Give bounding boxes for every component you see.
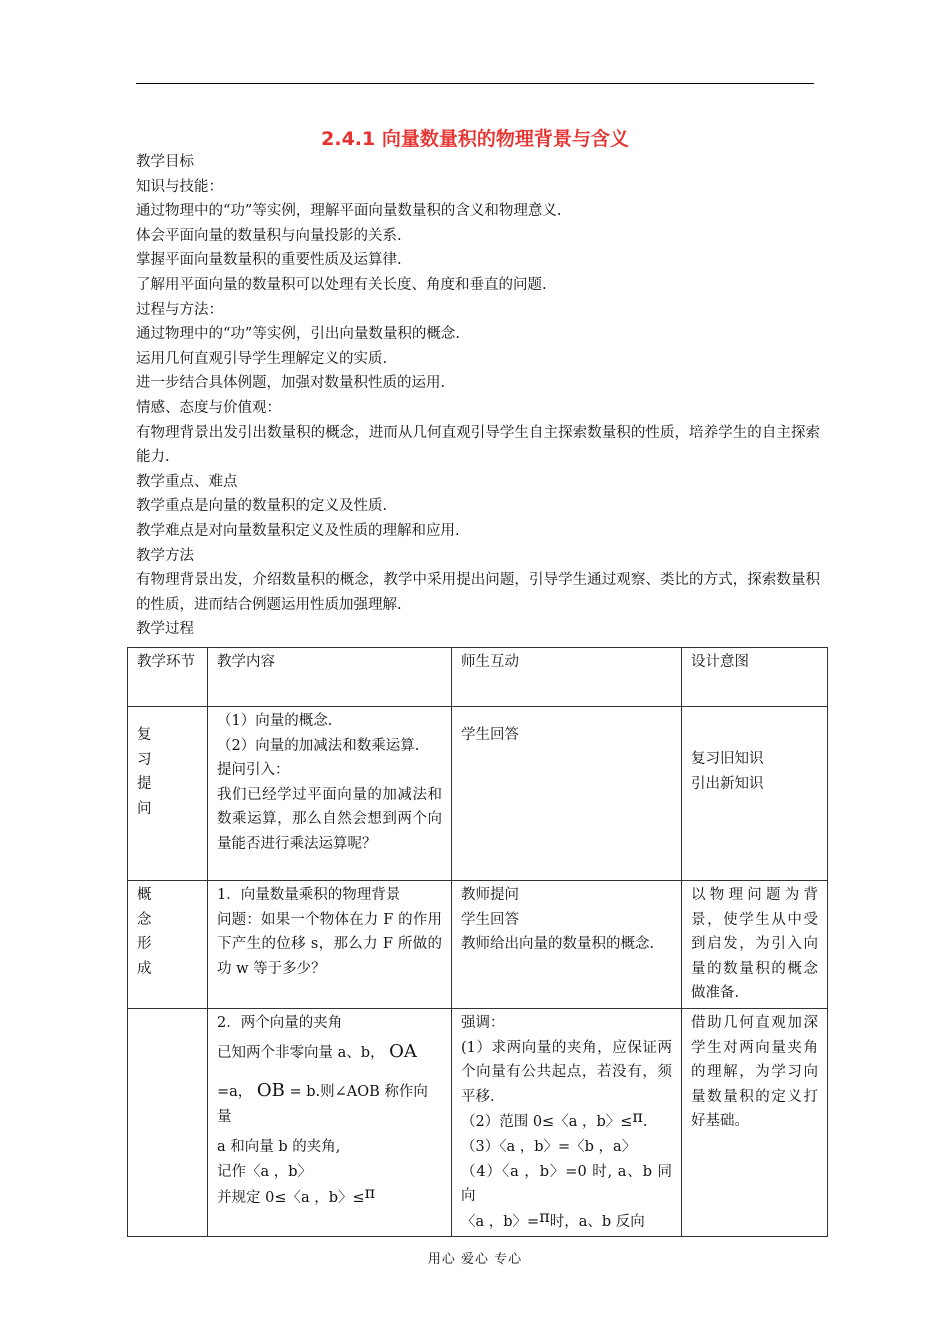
- section-heading-process: 教学过程: [136, 621, 194, 638]
- body-line: 了解用平面向量的数量积可以处理有关长度、角度和垂直的问题.: [136, 276, 547, 293]
- body-paragraph: 有物理背景出发，介绍数量积的概念，教学中采用提出问题，引导学生通过观察、类比的方式，探索数量积的性质，进而结合例题运用性质加强理解.: [136, 572, 820, 613]
- vector-ob-symbol: OB: [256, 1080, 285, 1102]
- header-content: 教学内容: [208, 648, 452, 707]
- subheading-process: 过程与方法：: [136, 301, 223, 318]
- intent-cell: 以物理问题为背景，使学生从中受到启发，为引入向量的数量积的概念做准备.: [682, 881, 828, 1009]
- section-heading-method: 教学方法: [136, 547, 194, 564]
- stage-cell: 复 习 提 问: [128, 707, 208, 881]
- header-interaction: 师生互动: [452, 648, 682, 707]
- table-row: [128, 1008, 828, 1236]
- body-line: 运用几何直观引导学生理解定义的实质.: [136, 350, 388, 367]
- body-line: 通过物理中的“功”等实例，引出向量数量积的概念.: [136, 326, 460, 343]
- subheading-values: 情感、态度与价值观：: [136, 399, 281, 416]
- body-line: 教学难点是对向量数量积定义及性质的理解和应用.: [136, 522, 460, 539]
- pi-symbol: π: [539, 1206, 550, 1226]
- body-line: 教学重点是向量的数量积的定义及性质.: [136, 498, 388, 515]
- header-intent: 设计意图: [682, 648, 828, 707]
- interaction-cell: 学生回答: [452, 707, 682, 881]
- body-paragraph: 有物理背景出发引出数量积的概念，进而从几何直观引导学生自主探索数量积的性质，培养学生的自主探索能力.: [136, 424, 820, 466]
- stage-cell-empty: [128, 1008, 208, 1236]
- vector-oa-symbol: OA: [389, 1040, 417, 1062]
- intent-cell: 借助几何直观加深学生对两向量夹角的理解，为学习向量数量积的定义打好基础。: [682, 1008, 828, 1236]
- body-line: 掌握平面向量数量积的重要性质及运算律.: [136, 252, 402, 269]
- content-cell: 2．两个向量的夹角 已知两个非零向量 a、b， OA =a， OB = b.则∠AOB 称作向量 a 和向量 b 的夹角, 记作〈a ，b〉 并规定 0≤〈a ，b〉≤π: [208, 1008, 452, 1236]
- body-line: 进一步结合具体例题，加强对数量积性质的运用.: [136, 375, 446, 392]
- interaction-cell: 强调： (1）求两向量的夹角，应保证两个向量有公共起点，若没有，须平移. （2）范围 0≤〈a ，b〉≤π. （3）〈a ，b〉=〈b ，a〉 （4）〈a ，b〉=0 时, a、b 同向 〈a ，b〉=π时，a、b 反向: [452, 1008, 682, 1236]
- header-stage: 教学环节: [128, 648, 208, 707]
- interaction-cell: 教师提问 学生回答 教师给出向量的数量积的概念.: [452, 881, 682, 1009]
- header-rule: [136, 83, 814, 84]
- section-heading-key-points: 教学重点、难点: [136, 473, 238, 490]
- table-header-row: [128, 648, 828, 707]
- table-row: [128, 707, 828, 881]
- stage-cell: 概 念 形 成: [128, 881, 208, 1009]
- pi-symbol: π: [364, 1182, 376, 1202]
- page-footer: 用心 爱心 专心: [427, 1252, 523, 1267]
- lesson-table: [127, 647, 828, 1237]
- body-line: 体会平面向量的数量积与向量投影的关系.: [136, 227, 402, 244]
- body-line: 通过物理中的“功”等实例，理解平面向量数量积的含义和物理意义.: [136, 203, 562, 220]
- table-row: [128, 881, 828, 1009]
- content-cell: （1）向量的概念. （2）向量的加减法和数乘运算. 提问引入： 我们已经学过平面向量的加减法和数乘运算，那么自然会想到两个向量能否进行乘法运算呢？: [208, 707, 452, 881]
- pi-symbol: π: [632, 1107, 643, 1127]
- content-cell: 1．向量数量乘积的物理背景 问题：如果一个物体在力 F 的作用下产生的位移 s，那么力 F 所做的功 w 等于多少？: [208, 881, 452, 1009]
- subheading-knowledge: 知识与技能：: [136, 178, 223, 195]
- document-body: [136, 150, 820, 642]
- section-heading-goals: 教学目标: [136, 154, 194, 170]
- page-title: 2.4.1 向量数量积的物理背景与含义: [321, 128, 629, 150]
- intent-cell: 复习旧知识 引出新知识: [682, 707, 828, 881]
